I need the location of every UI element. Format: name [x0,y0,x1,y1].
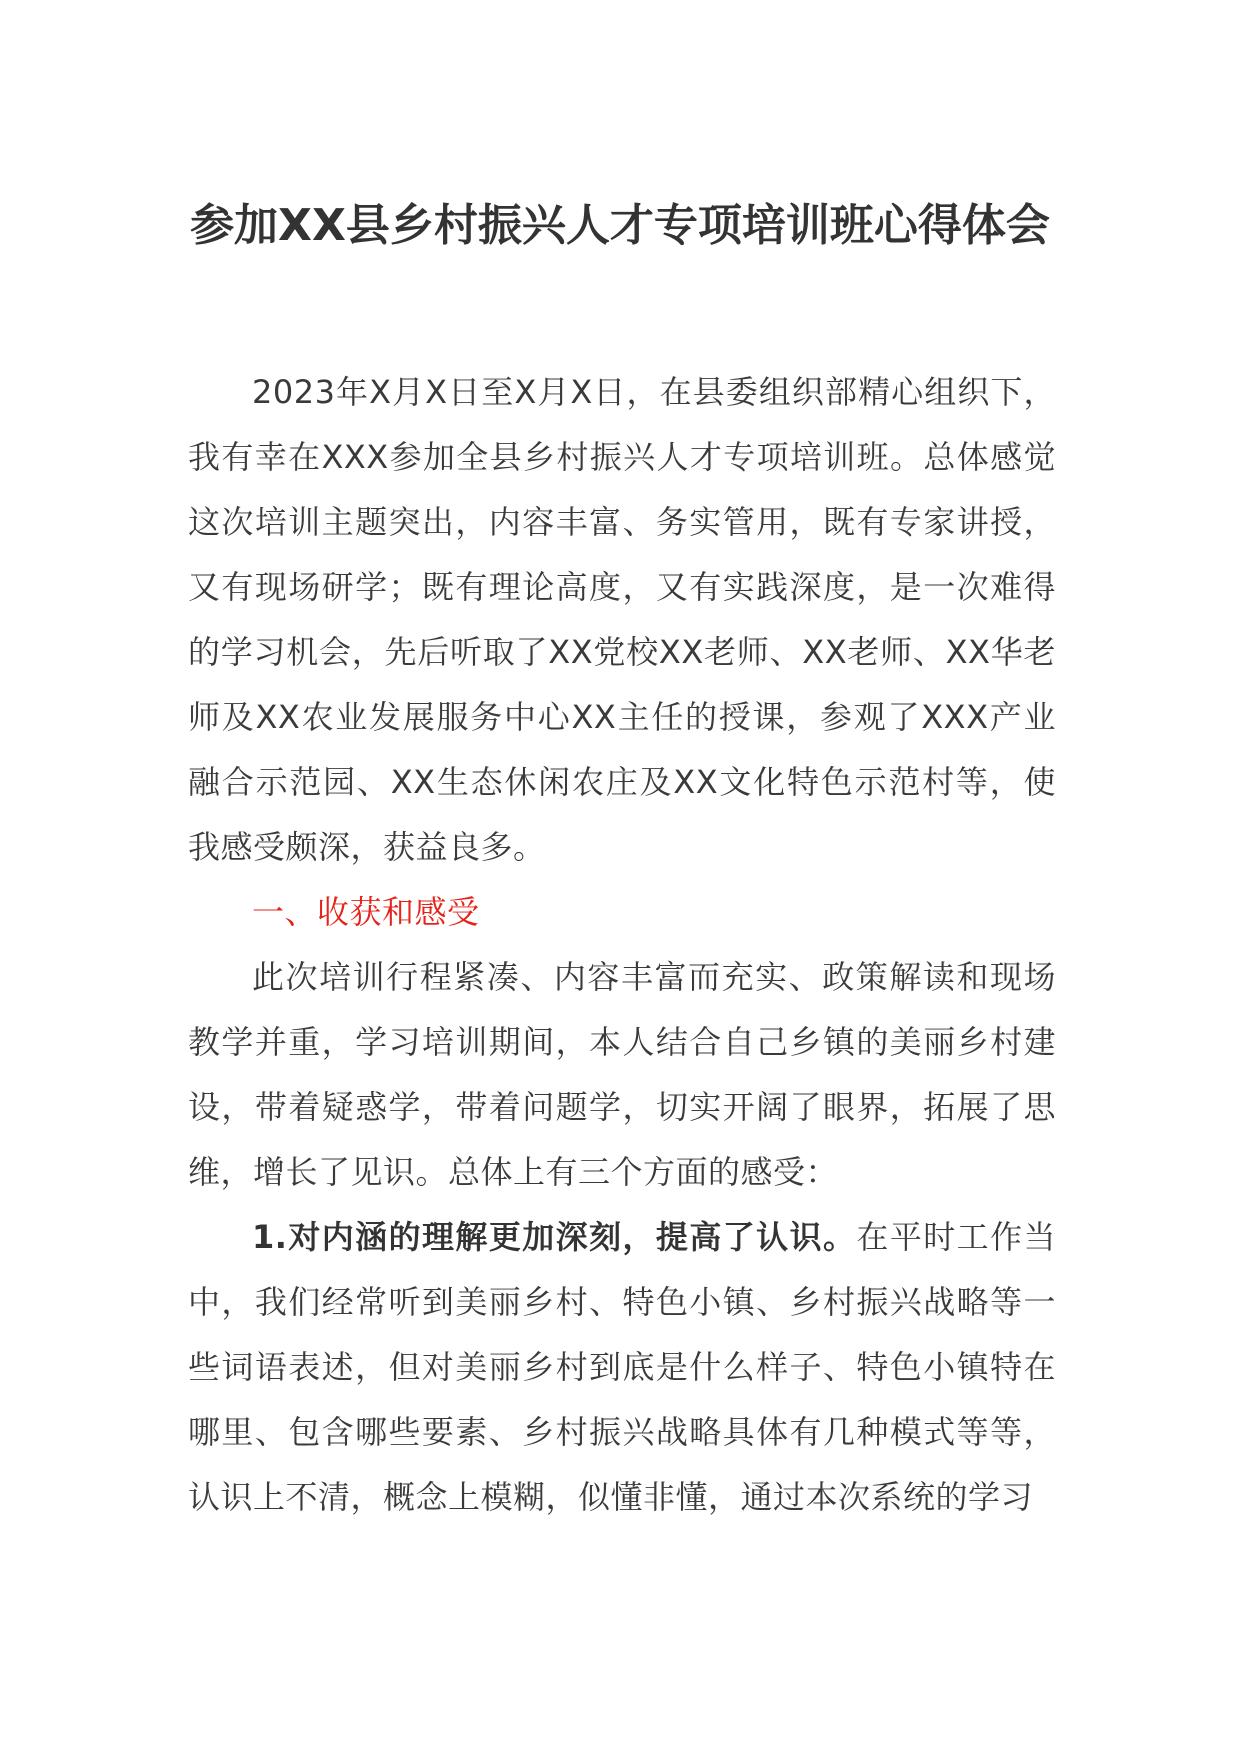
document-title: 参加XX县乡村振兴人才专项培训班心得体会 [190,200,1050,251]
section-paragraph: 此次培训行程紧凑、内容丰富而充实、政策解读和现场教学并重，学习培训期间，本人结合自己乡镇的美丽乡村建设，带着疑惑学，带着问题学，切实开阔了眼界，拓展了思维，增长了见识。总体上有三个方面的感受： [188,958,1056,1191]
point-lead: 1.对内涵的理解更加深刻，提高了认识。 [252,1218,857,1256]
section-heading: 一、收获和感受 [252,893,480,931]
point-paragraph [188,1205,1056,1530]
intro-paragraph: 2023年X月X日至X月X日，在县委组织部精心组织下，我有幸在XXX参加全县乡村振兴人才专项培训班。总体感觉这次培训主题突出，内容丰富、务实管用，既有专家讲授，又有现场研学；既有理论高度，又有实践深度，是一次难得的学习机会，先后听取了XX党校XX老师、XX老师、XX华老师及XX农业发展服务中心XX主任的授课，参观了XXX产业融合示范园、XX生态休闲农庄及XX文化特色示范村等，使我感受颇深，获益良多。 [188,373,1056,866]
point-text: 在平时工作当中，我们经常听到美丽乡村、特色小镇、乡村振兴战略等一些词语表述，但对美丽乡村到底是什么样子、特色小镇特在哪里、包含哪些要素、乡村振兴战略具体有几种模式等等，认识上不清，概念上模糊，似懂非懂，通过本次系统的学习 [188,1218,1056,1516]
document-body [188,360,1056,1530]
